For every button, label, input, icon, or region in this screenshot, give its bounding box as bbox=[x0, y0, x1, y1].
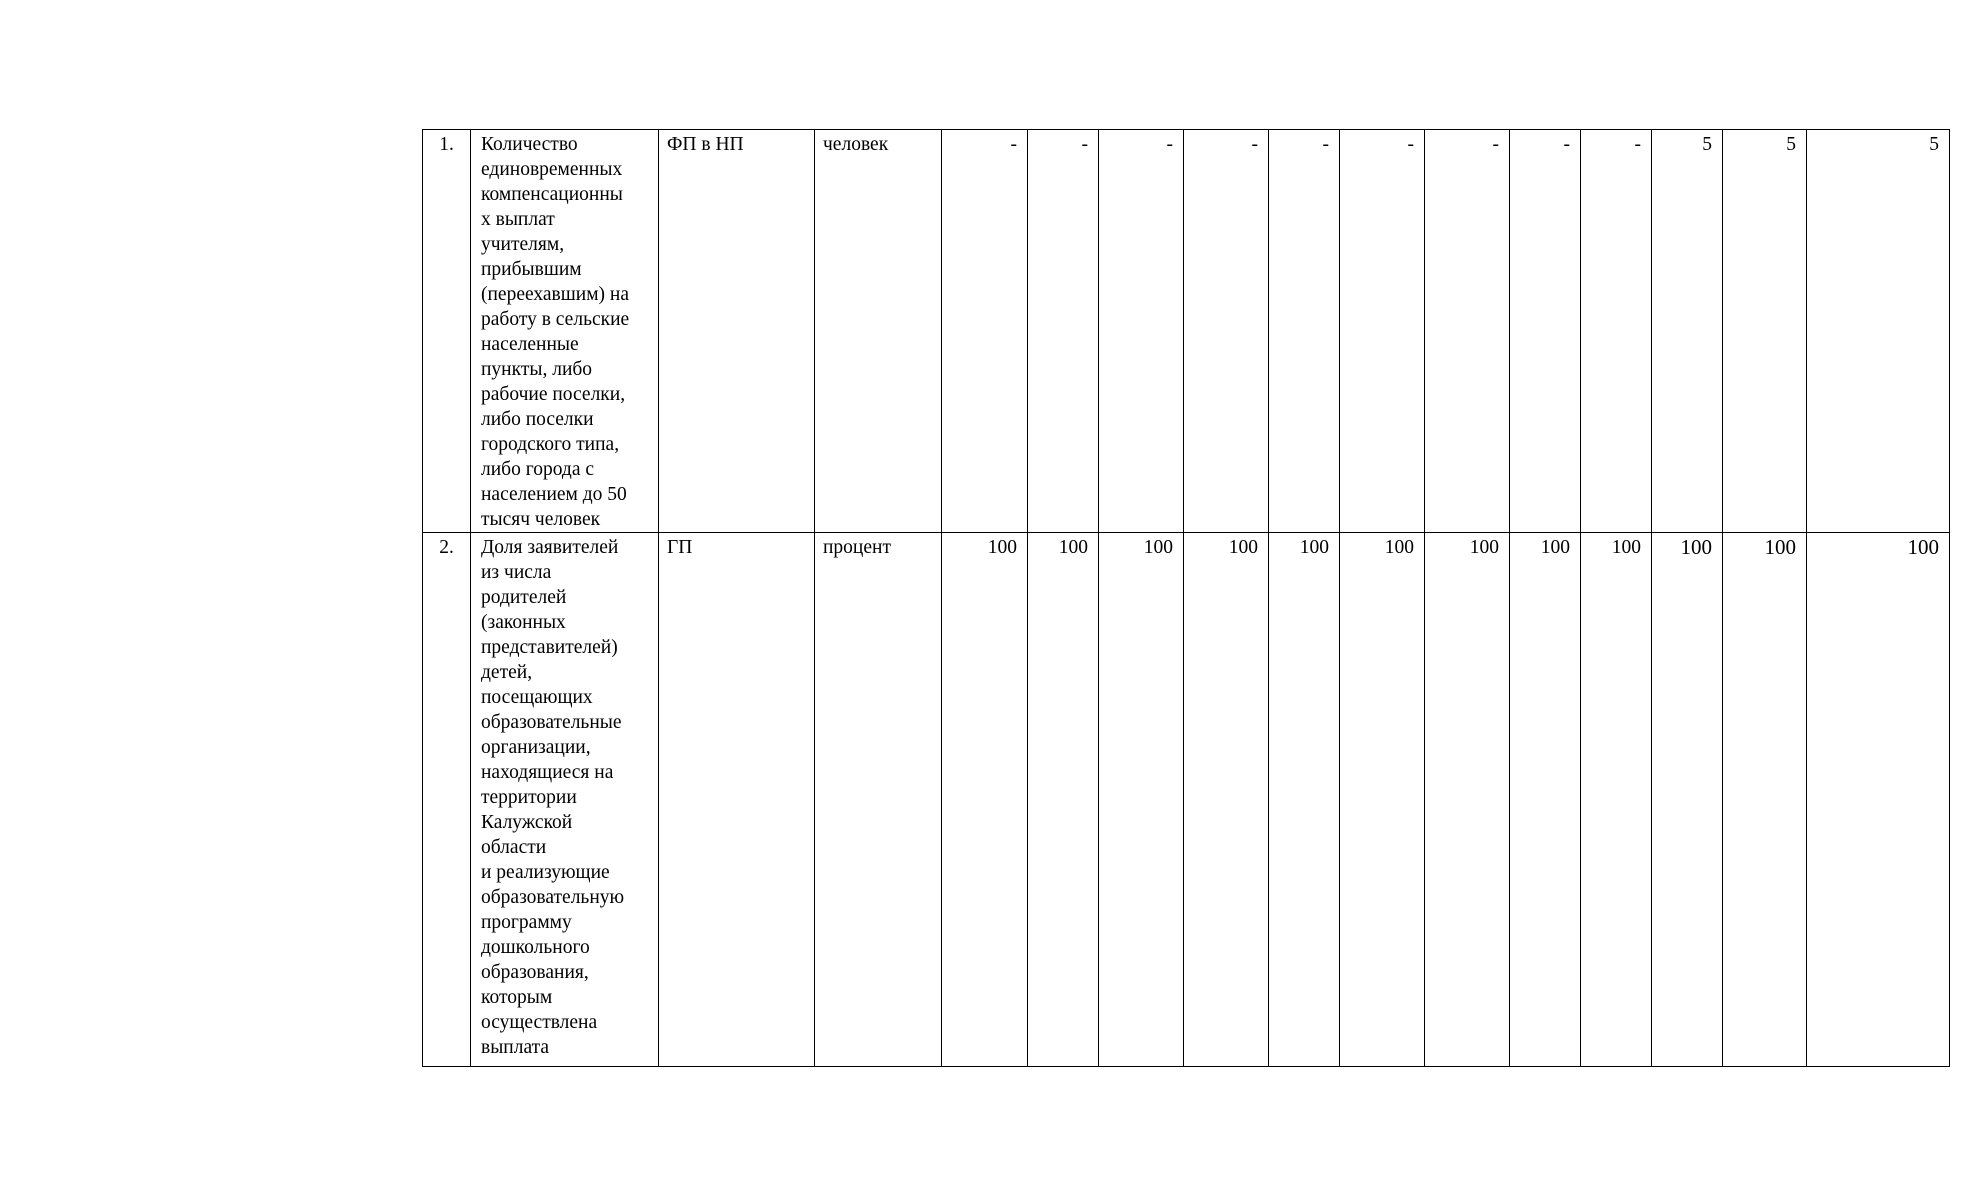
source-cell: ФП в НП bbox=[659, 130, 815, 533]
value-cell: - bbox=[1510, 130, 1581, 533]
value-cell: 100 bbox=[1581, 533, 1652, 1067]
value-cell: 100 bbox=[942, 533, 1028, 1067]
value-cell: - bbox=[1269, 130, 1340, 533]
value-cell: 100 bbox=[1099, 533, 1184, 1067]
value-cell: 100 bbox=[1340, 533, 1425, 1067]
source-cell: ГП bbox=[659, 533, 815, 1067]
value-cell: 100 bbox=[1269, 533, 1340, 1067]
unit-cell: человек bbox=[815, 130, 942, 533]
unit-cell: процент bbox=[815, 533, 942, 1067]
value-cell: 5 bbox=[1652, 130, 1723, 533]
indicator-name-text: Доля заявителей из числа родителей (законных представителей) детей, посещающих образовательные организации, находящиеся на территории Калужской области и реализующие образовательную программу дошкольного образования, которым осуществлена выплата bbox=[481, 537, 625, 1058]
value-cell: 100 bbox=[1028, 533, 1099, 1067]
value-cell: - bbox=[1028, 130, 1099, 533]
indicator-name bbox=[471, 533, 659, 1067]
table-row bbox=[423, 533, 1950, 1067]
value-cell: 5 bbox=[1807, 130, 1950, 533]
value-cell: - bbox=[1340, 130, 1425, 533]
row-number: 2. bbox=[423, 533, 471, 1067]
table-row bbox=[423, 130, 1950, 533]
indicators-table bbox=[422, 129, 1950, 1067]
value-cell: 100 bbox=[1723, 533, 1807, 1067]
value-cell: 100 bbox=[1184, 533, 1269, 1067]
indicator-name-text: Количество единовременных компенсационны х выплат учителям, прибывшим (переехавшим) на работу в сельские населенные пункты, либо рабочие поселки, либо поселки городского типа, либо города с населением до 50 тысяч человек bbox=[481, 134, 630, 530]
value-cell: - bbox=[942, 130, 1028, 533]
value-cell: 100 bbox=[1652, 533, 1723, 1067]
value-cell: - bbox=[1184, 130, 1269, 533]
value-cell: - bbox=[1425, 130, 1510, 533]
value-cell: 100 bbox=[1510, 533, 1581, 1067]
value-cell: 100 bbox=[1807, 533, 1950, 1067]
row-number: 1. bbox=[423, 130, 471, 533]
value-cell: - bbox=[1099, 130, 1184, 533]
value-cell: 100 bbox=[1425, 533, 1510, 1067]
indicator-name bbox=[471, 130, 659, 533]
value-cell: 5 bbox=[1723, 130, 1807, 533]
value-cell: - bbox=[1581, 130, 1652, 533]
